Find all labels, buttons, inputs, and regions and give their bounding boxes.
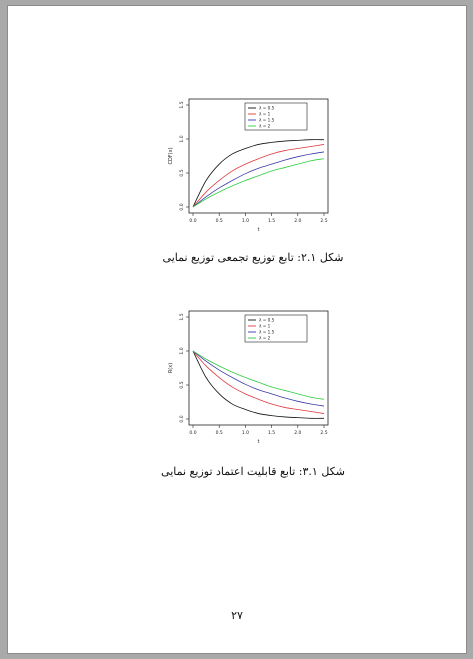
y-axis-label: R(x) xyxy=(168,362,174,374)
reliability-figure xyxy=(163,303,339,448)
series-line-3 xyxy=(193,351,324,406)
cdf-figure xyxy=(163,91,339,236)
x-tick-label: 1.5 xyxy=(268,219,276,224)
figure-caption-reliability: شکل ۳.۱: تابع قابلیت اعتماد توزیع نمایی xyxy=(161,465,345,478)
legend-label: λ = 0.5 xyxy=(259,105,275,111)
series-line-1 xyxy=(193,351,324,418)
legend-label: λ = 1 xyxy=(259,323,271,329)
x-tick-label: 1.0 xyxy=(241,431,249,436)
y-tick-label: 0.5 xyxy=(180,381,185,389)
cdf-chart xyxy=(163,91,339,236)
y-tick-label: 0.0 xyxy=(180,415,185,423)
y-tick-label: 1.5 xyxy=(180,101,185,109)
legend-label: λ = 1.5 xyxy=(259,329,275,335)
y-axis-label: CDF(x) xyxy=(168,147,174,165)
series-line-4 xyxy=(193,351,324,399)
series-line-4 xyxy=(193,159,324,207)
legend-label: λ = 1.5 xyxy=(259,117,275,123)
y-tick-label: 1.0 xyxy=(180,135,185,143)
series-line-3 xyxy=(193,152,324,207)
x-tick-label: 1.0 xyxy=(241,219,249,224)
y-tick-label: 0.5 xyxy=(180,169,185,177)
x-axis-label: t xyxy=(257,439,260,445)
y-tick-label: 1.5 xyxy=(180,313,185,321)
x-tick-label: 2.5 xyxy=(320,431,328,436)
legend-label: λ = 1 xyxy=(259,111,271,117)
page-number: ۲۷ xyxy=(231,609,243,622)
x-tick-label: 1.5 xyxy=(268,431,276,436)
x-tick-label: 0.0 xyxy=(189,219,197,224)
x-tick-label: 0.5 xyxy=(215,431,223,436)
x-tick-label: 0.0 xyxy=(189,431,197,436)
document-page xyxy=(7,5,467,654)
legend-label: λ = 0.5 xyxy=(259,317,275,323)
y-tick-label: 0.0 xyxy=(180,203,185,211)
y-tick-label: 1.0 xyxy=(180,347,185,355)
series-line-1 xyxy=(193,140,324,207)
x-tick-label: 2.0 xyxy=(294,431,302,436)
figure-caption-cdf: شکل ۲.۱: تابع توزیع تجمعی توزیع نمایی xyxy=(162,251,344,264)
legend-label: λ = 2 xyxy=(259,335,271,341)
x-tick-label: 2.5 xyxy=(320,219,328,224)
x-tick-label: 0.5 xyxy=(215,219,223,224)
reliability-chart xyxy=(163,303,339,448)
x-tick-label: 2.0 xyxy=(294,219,302,224)
legend-label: λ = 2 xyxy=(259,123,271,129)
x-axis-label: t xyxy=(257,227,260,233)
